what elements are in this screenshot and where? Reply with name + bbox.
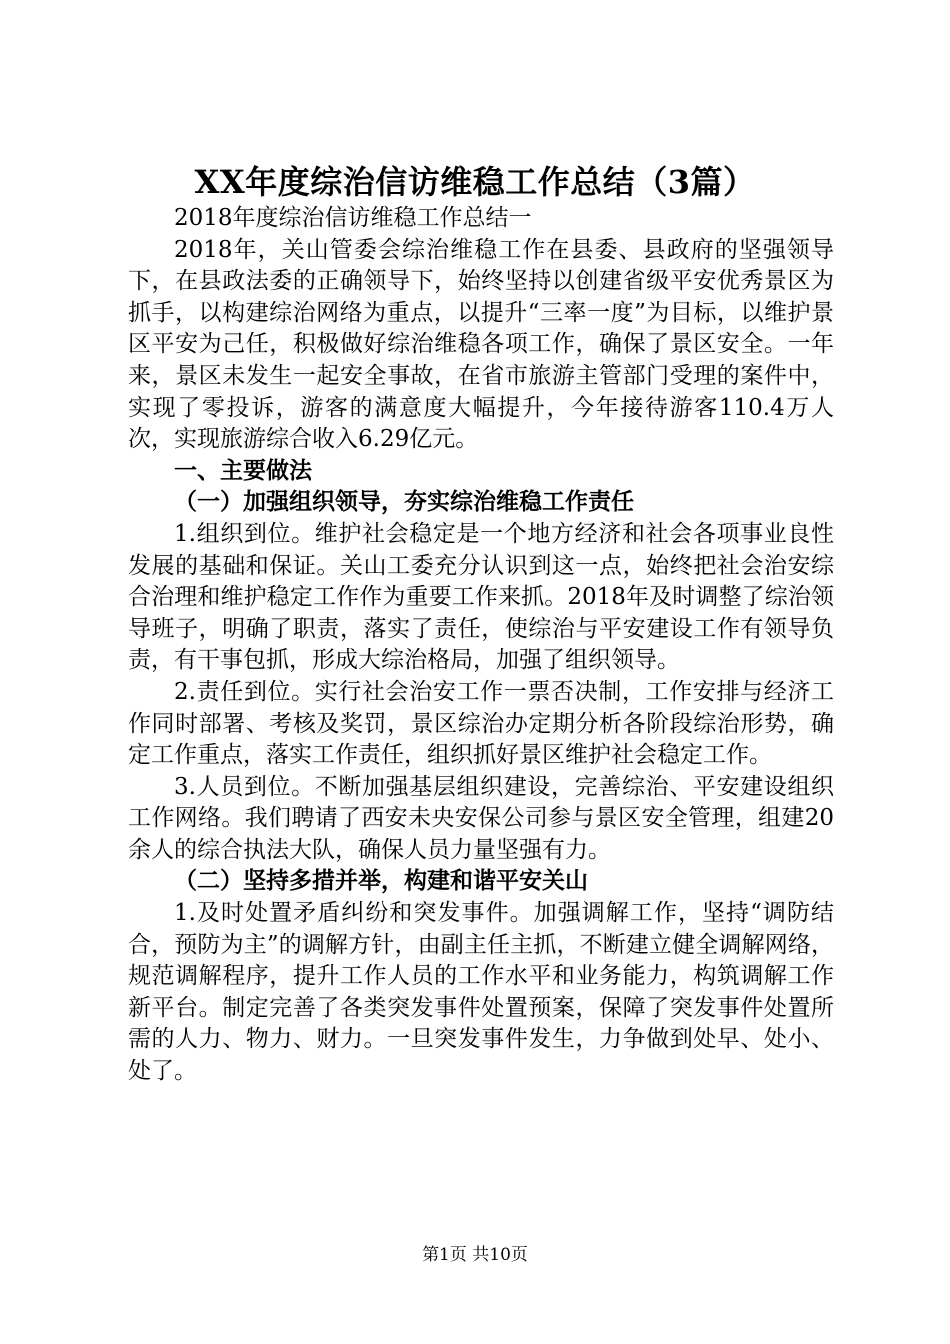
- subtitle-paragraph: 2018年度综治信访维稳工作总结一: [174, 205, 532, 231]
- page-footer: 第1页 共10页: [422, 1245, 528, 1265]
- section-heading: 一、主要做法: [174, 457, 312, 484]
- subsection-heading: （二）坚持多措并举，构建和谐平安关山: [174, 868, 588, 895]
- page-title: XX年度综治信访维稳工作总结（3篇）: [194, 163, 756, 201]
- body-paragraph: 1.及时处置矛盾纠纷和突发事件。加强调解工作，坚持“调防结合，预防为主”的调解方针，由副主任主抓，不断建立健全调解网络，规范调解程序，提升工作人员的工作水平和业务能力，构筑调解工作新平台。制定完善了各类突发事件处置预案，保障了突发事件处置所需的人力、物力、财力。一旦突发事件发生，力争做到处早、处小、处了。: [128, 900, 834, 1085]
- body-paragraph: 1.组织到位。维护社会稳定是一个地方经济和社会各项事业良性发展的基础和保证。关山工委充分认识到这一点，始终把社会治安综合治理和维护稳定工作作为重要工作来抓。2018年及时调整了综治领导班子，明确了职责，落实了责任，使综治与平安建设工作有领导负责，有干事包抓，形成大综治格局，加强了组织领导。: [128, 520, 834, 674]
- intro-paragraph: 2018年，关山管委会综治维稳工作在县委、县政府的坚强领导下，在县政法委的正确领导下，始终坚持以创建省级平安优秀景区为抓手，以构建综治网络为重点，以提升“三率一度”为目标，以维护景区平安为己任，积极做好综治维稳各项工作，确保了景区安全。一年来，景区未发生一起安全事故，在省市旅游主管部门受理的案件中，实现了零投诉，游客的满意度大幅提升，今年接待游客110.4万人次，实现旅游综合收入6.29亿元。: [128, 236, 834, 453]
- body-paragraph: 3.人员到位。不断加强基层组织建设，完善综治、平安建设组织工作网络。我们聘请了西安未央安保公司参与景区安全管理，组建20余人的综合执法大队，确保人员力量坚强有力。: [128, 773, 834, 863]
- subsection-heading: （一）加强组织领导，夯实综治维稳工作责任: [174, 489, 634, 516]
- document-body: [128, 203, 834, 1088]
- body-paragraph: 2.责任到位。实行社会治安工作一票否决制，工作安排与经济工作同时部署、考核及奖罚，景区综治办定期分析各阶段综治形势，确定工作重点，落实工作责任，组织抓好景区维护社会稳定工作。: [128, 678, 834, 769]
